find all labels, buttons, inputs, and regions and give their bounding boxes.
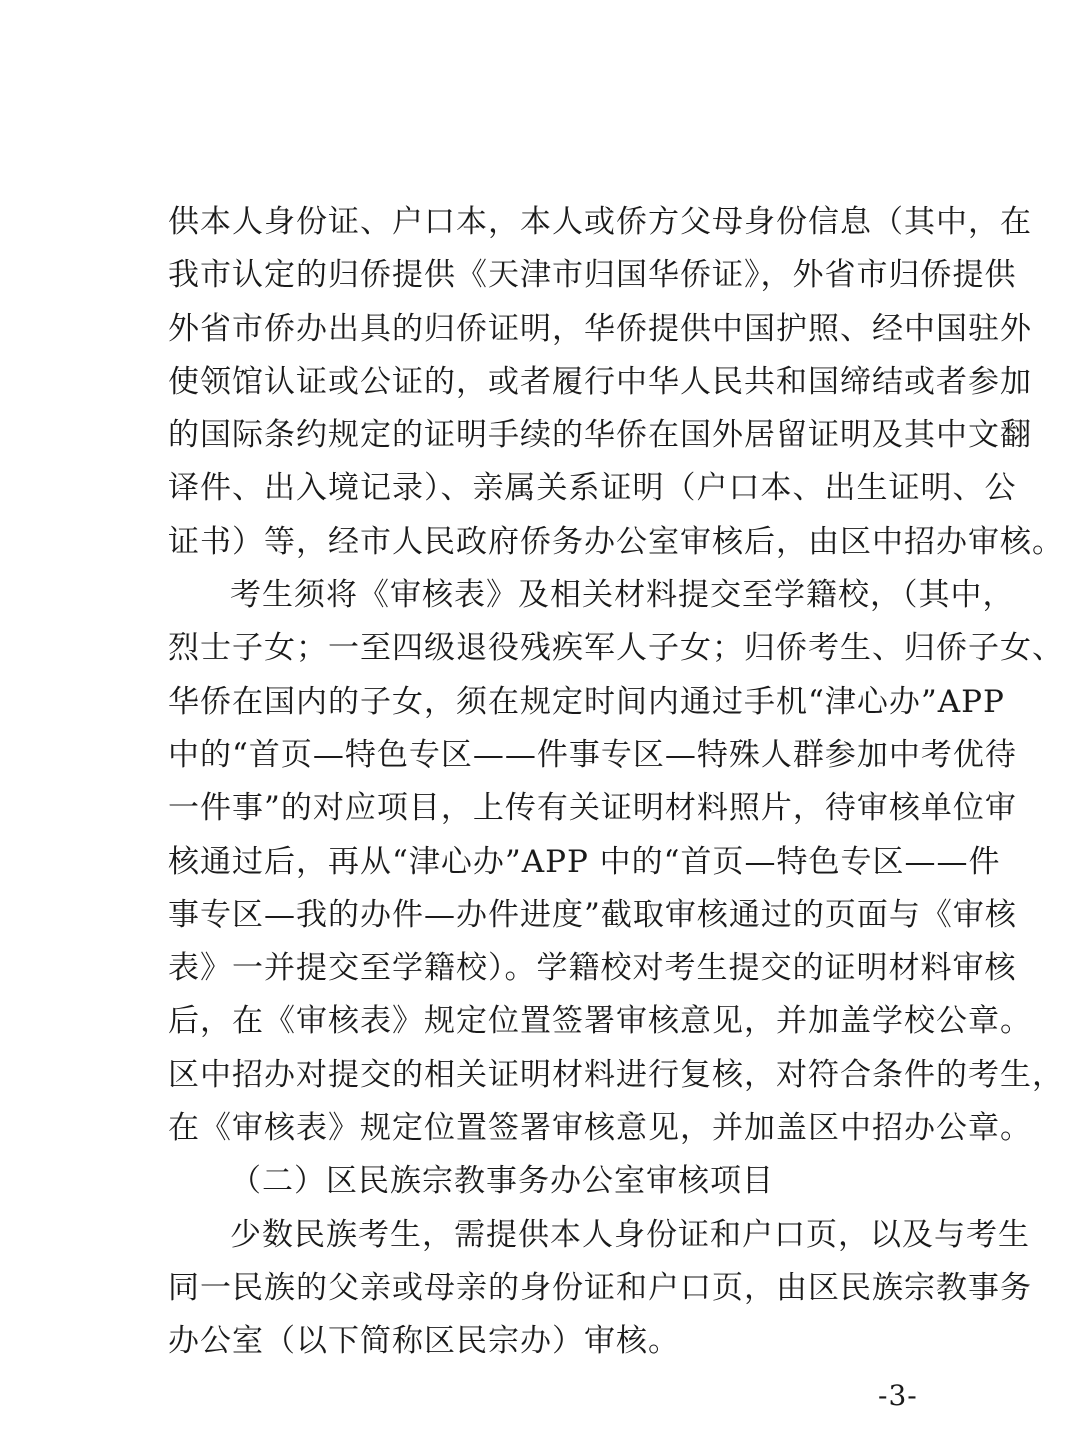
text-line: 使领馆认证或公证的，或者履行中华人民共和国缔结或者参加	[168, 363, 1032, 400]
paragraph-start-line: 考生须将《审核表》及相关材料提交至学籍校，（其中，	[230, 577, 1015, 614]
text-line: 表》一并提交至学籍校）。学籍校对考生提交的证明材料审核	[168, 950, 1017, 987]
text-line: 华侨在国内的子女，须在规定时间内通过手机“津心办”APP	[168, 683, 1005, 720]
text-line: 区中招办对提交的相关证明材料进行复核，对符合条件的考生，	[168, 1056, 1064, 1093]
text-line: 供本人身份证、户口本，本人或侨方父母身份信息（其中，在	[168, 204, 1032, 240]
text-line: 译件、出入境记录）、亲属关系证明（户口本、出生证明、公	[168, 470, 1017, 507]
text-line: 同一民族的父亲或母亲的身份证和户口页，由区民族宗教事务	[168, 1269, 1032, 1306]
body-text	[168, 196, 1064, 1369]
text-line: 在《审核表》规定位置签署审核意见，并加盖区中招办公章。	[168, 1110, 1032, 1147]
text-line: 的国际条约规定的证明手续的华侨在国外居留证明及其中文翻	[168, 417, 1032, 454]
text-line: 外省市侨办出具的归侨证明，华侨提供中国护照、经中国驻外	[168, 310, 1032, 347]
text-line: 后，在《审核表》规定位置签署审核意见，并加盖学校公章。	[168, 1003, 1032, 1040]
text-line: 烈士子女；一至四级退役残疾军人子女；归侨考生、归侨子女、	[168, 630, 1064, 667]
paragraph-start-line: 少数民族考生，需提供本人身份证和户口页，以及与考生	[230, 1216, 1030, 1253]
text-line: 证书）等，经市人民政府侨务办公室审核后，由区中招办审核。	[168, 523, 1064, 560]
text-line: 核通过后，再从“津心办”APP 中的“首页—特色专区——件	[168, 843, 1001, 880]
page-number: -3-	[878, 1379, 918, 1412]
text-line: 我市认定的归侨提供《天津市归国华侨证》，外省市归侨提供	[168, 257, 1017, 294]
text-line: 办公室（以下简称区民宗办）审核。	[168, 1323, 680, 1360]
text-line: 事专区—我的办件—办件进度”截取审核通过的页面与《审核	[168, 896, 1017, 933]
text-line: 中的“首页—特色专区——件事专区—特殊人群参加中考优待	[168, 736, 1017, 773]
section-heading: （二）区民族宗教事务办公室审核项目	[230, 1163, 774, 1200]
text-line: 一件事”的对应项目，上传有关证明材料照片，待审核单位审	[168, 790, 1017, 827]
